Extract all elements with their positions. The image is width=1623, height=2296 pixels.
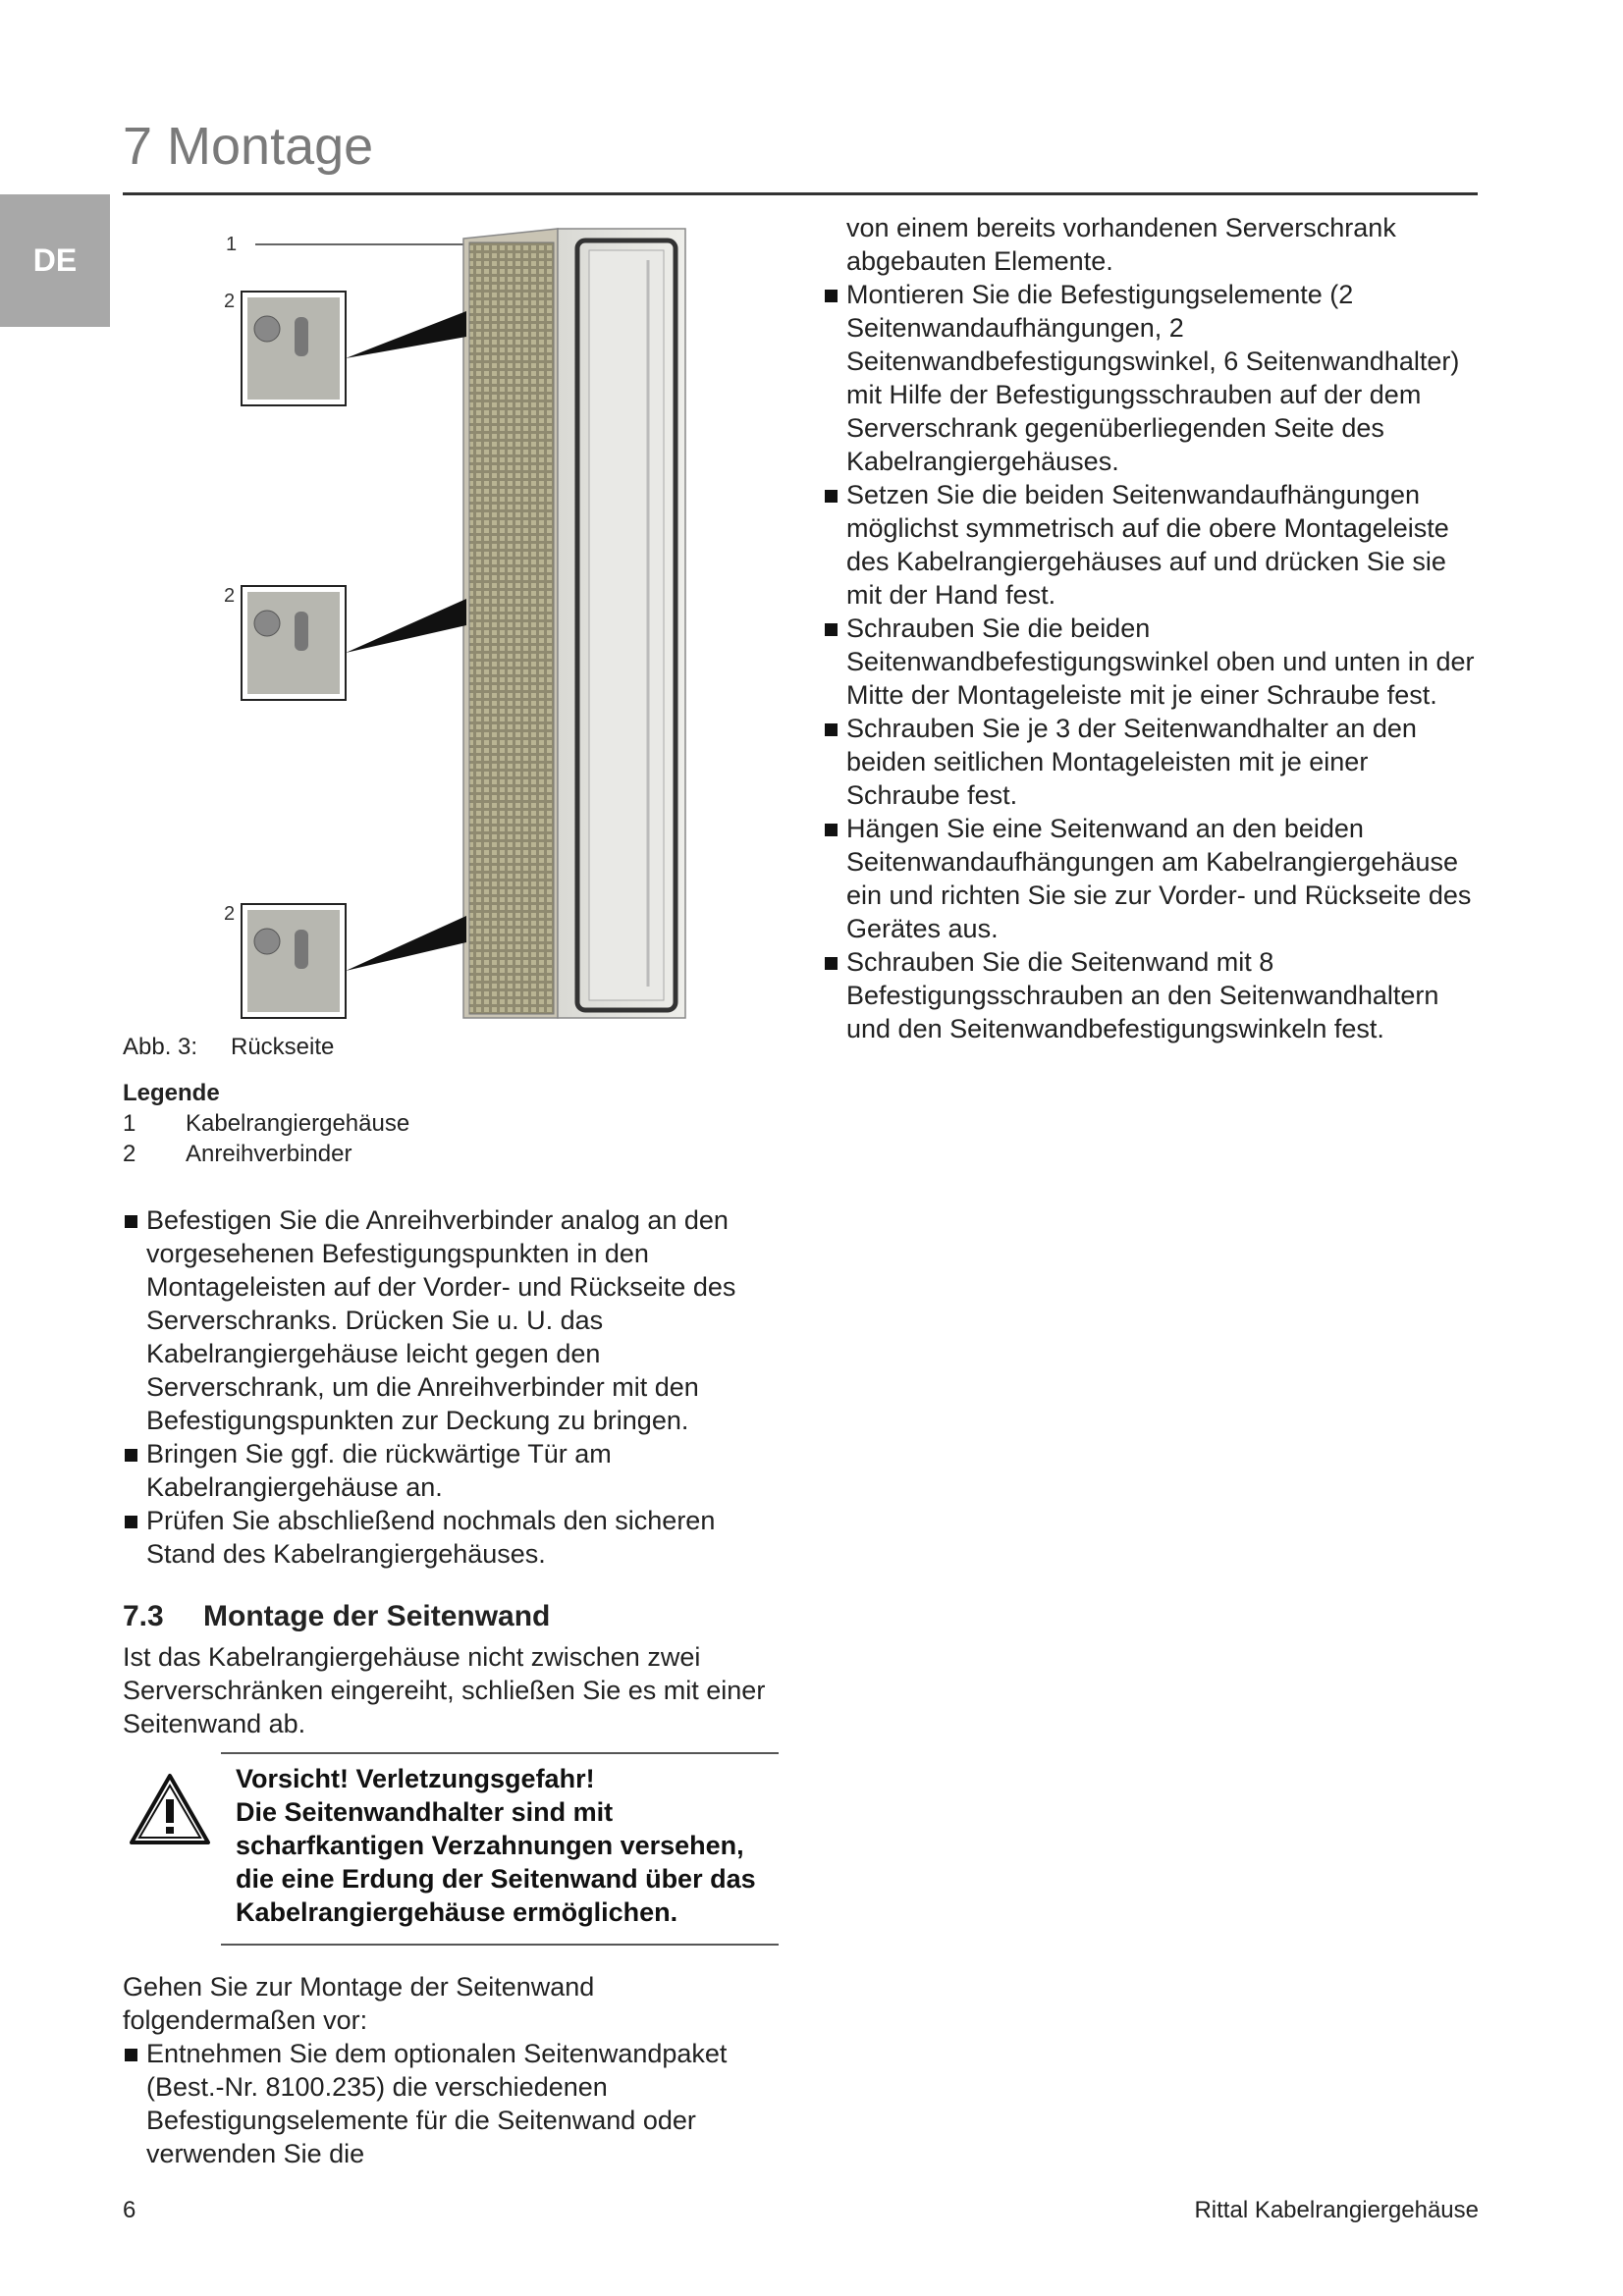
continuation-text: von einem bereits vorhandenen Serverschrank abgebauten Elemente.: [846, 213, 1396, 276]
warning-triangle-icon: [128, 1772, 212, 1846]
list-item: Schrauben Sie die Seitenwand mit 8 Befestigungsschrauben an den Seitenwandhaltern und den Seitenwandbefestigungswinkeln fest.: [823, 945, 1481, 1045]
caption-text: Rückseite: [231, 1034, 335, 1060]
procedure-bullet-list: [123, 2037, 781, 2170]
inset-bottom: [224, 903, 466, 1018]
list-item: Befestigen Sie die Anreihverbinder analog an den vorgesehenen Befestigungspunkten in den Montageleisten auf der Vorder- und Rückseite des Serverschranks. Drücken Sie u. U. das Kabelrangiergehäuse leicht gegen den Serverschrank, um die Anreihverbinder mit den Befestigungspunkten zur Deckung zu bringen.: [123, 1203, 781, 1437]
footer-brand: Rittal Kabelrangiergehäuse: [1194, 2197, 1479, 2223]
section-intro: Ist das Kabelrangiergehäuse nicht zwischen zwei Serverschränken eingereiht, schließen Sie es mit einer Seitenwand ab.: [123, 1642, 766, 1738]
right-bullet-list: [823, 278, 1481, 1045]
warning-text: Die Seitenwandhalter sind mit scharfkantigen Verzahnungen versehen, die eine Erdung der Seitenwand über das Kabelrangiergehäuse ermöglichen.: [236, 1797, 756, 1927]
right-column: [823, 211, 1481, 1045]
inset-top: [224, 291, 466, 405]
left-bullet-list: [123, 1203, 781, 1571]
title-rule: [123, 192, 1478, 195]
figure-caption: [123, 1034, 334, 1061]
callout-2-middle: 2: [224, 585, 236, 607]
chapter-title: 7 Montage: [123, 117, 374, 176]
section-number: 7.3: [123, 1600, 164, 1632]
callout-1: 1: [226, 234, 238, 255]
figure-rear-view: [216, 221, 707, 1026]
callout-2-top: 2: [224, 291, 236, 312]
list-item: Setzen Sie die beiden Seitenwandaufhängungen möglichst symmetrisch auf die obere Montageleiste des Kabelrangiergehäuses auf und drücken Sie sie mit der Hand fest.: [823, 478, 1481, 612]
list-item: Prüfen Sie abschließend nochmals den sicheren Stand des Kabelrangiergehäuses.: [123, 1504, 781, 1571]
warning-rule-bottom: [221, 1944, 779, 1946]
language-tab: DE: [0, 194, 110, 327]
list-item: Entnehmen Sie dem optionalen Seitenwandpaket (Best.-Nr. 8100.235) die verschiedenen Befestigungselemente für die Seitenwand oder verwenden Sie die: [123, 2037, 781, 2170]
caption-label: Abb. 3:: [123, 1034, 198, 1060]
list-item: Bringen Sie ggf. die rückwärtige Tür am Kabelrangiergehäuse an.: [123, 1437, 781, 1504]
list-item: Schrauben Sie je 3 der Seitenwandhalter an den beiden seitlichen Montageleisten mit je einer Schraube fest.: [823, 712, 1481, 812]
list-item: Schrauben Sie die beiden Seitenwandbefestigungswinkel oben und unten in der Mitte der Montageleiste mit je einer Schraube fest.: [823, 612, 1481, 712]
inset-middle: [224, 585, 466, 700]
list-item: Hängen Sie eine Seitenwand an den beiden Seitenwandaufhängungen am Kabelrangiergehäuse ein und richten Sie sie zur Vorder- und Rückseite des Gerätes aus.: [823, 812, 1481, 945]
section-title: Montage der Seitenwand: [203, 1600, 551, 1632]
warning-rule-top: [221, 1752, 779, 1754]
warning-box: [236, 1762, 776, 1929]
list-item: Montieren Sie die Befestigungselemente (2 Seitenwandaufhängungen, 2 Seitenwandbefestigungswinkel, 6 Seitenwandhalter) mit Hilfe der Befestigungsschrauben auf der dem Serverschrank gegenüberliegenden Seite des Kabelrangiergehäuses.: [823, 278, 1481, 478]
legend-item: 2 Anreihverbinder: [123, 1141, 352, 1167]
section-heading: [123, 1600, 550, 1633]
legend-title: Legende: [123, 1080, 220, 1106]
callout-2-bottom: 2: [224, 903, 236, 925]
legend: [123, 1078, 409, 1169]
legend-item: 1 Kabelrangiergehäuse: [123, 1110, 410, 1137]
warning-title: Vorsicht! Verletzungsgefahr!: [236, 1764, 595, 1793]
page-number: 6: [123, 2197, 136, 2223]
procedure-intro: Gehen Sie zur Montage der Seitenwand folgendermaßen vor:: [123, 1972, 595, 2035]
